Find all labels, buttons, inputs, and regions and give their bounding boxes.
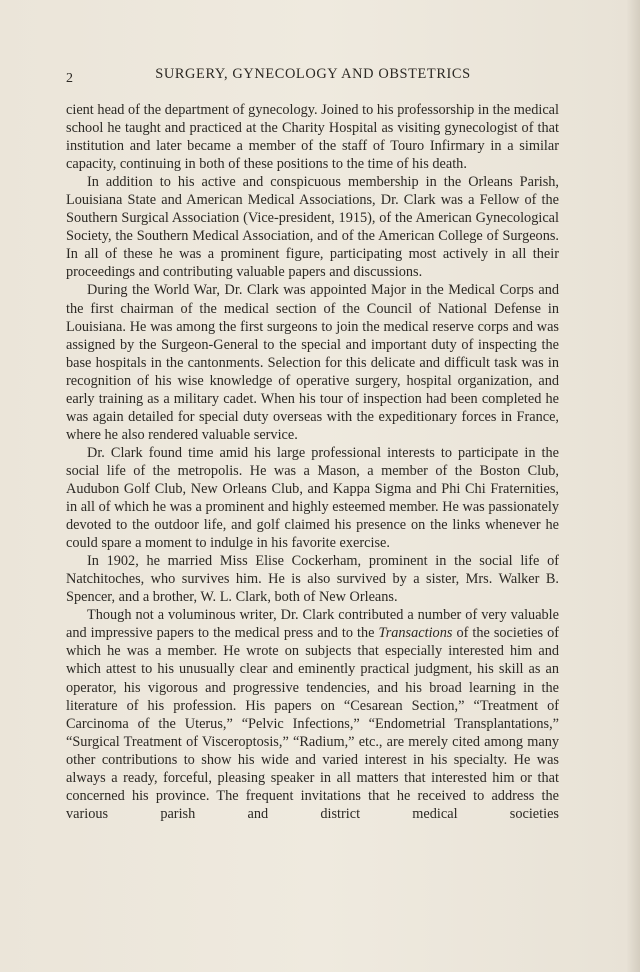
paragraph-3: During the World War, Dr. Clark was appointed Major in the Medical Corps and the first chairman of the medical section of the Council of National Defense in Louisiana. He was among the first surgeons to join the medical reserve corps and was assigned by the Surgeon-General to the special and important duty of inspecting the base hospitals in the cantonments. Selection for this delicate and difficult task was in recognition of his wise knowledge of operative surgery, hospital organization, and early training as a military cadet. When his tour of inspection had been completed he was again detailed for special duty overseas with the expeditionary forces in France, where he also rendered valuable service. (66, 282, 559, 443)
paragraph-6-text-end: of the societies of which he was a member. He wrote on subjects that especially interested him and which attest to his unusually clear and eminently practical judgment, his skill as an operator, his vigorous and progressive tendencies, and his broad learning in the literature of his profession. His papers on “Cesarean Section,” “Treatment of Carcinoma of the Uterus,” “Pelvic Infections,” “Endometrial Transplantations,” “Surgical Treatment of Visceroptosis,” “Radium,” etc., are merely cited among many other contributions to show his wide and varied interest in his specialty. He was always a ready, forceful, pleasing speaker in all matters that interested him or that concerned his province. The frequent invitations that he received to address the various parish and district medical societies (66, 625, 560, 822)
paragraph-6 (66, 606, 559, 823)
page-header (66, 66, 560, 88)
page-edge-shadow (626, 0, 640, 972)
paragraph-4: Dr. Clark found time amid his large professional interests to participate in the social life of the metropolis. He was a Mason, a member of the Boston Club, Audubon Golf Club, New Orleans Club, and Kappa Sigma and Phi Chi Fraternities, in all of which he was a prominent and highly esteemed member. He was passionately devoted to the outdoor life, and golf claimed his presence on the links whenever he could spare a moment to indulge in his favorite exercise. (66, 444, 559, 552)
paragraph-1: cient head of the department of gynecology. Joined to his professorship in the medical school he taught and practiced at the Charity Hospital as visiting gynecologist of that institution and later became a member of the staff of Touro Infirmary in a similar capacity, continuing in both of these positions to the time of his death. (66, 102, 559, 173)
transactions-title: Transactions (378, 625, 453, 642)
body-text (66, 101, 559, 823)
page-number: 2 (66, 71, 73, 86)
paragraph-5: In 1902, he married Miss Elise Cockerham, prominent in the social life of Natchitoches, who survives him. He is also survived by a sister, Mrs. Walker B. Spencer, and a brother, W. L. Clark, both of New Orleans. (66, 553, 559, 606)
paragraph-6-text-start: Though not a voluminous writer, Dr. Clark contributed a number of very valuable and impressive papers to the medical press and to the (66, 607, 559, 642)
running-head: SURGERY, GYNECOLOGY AND OBSTETRICS (155, 66, 471, 82)
paragraph-2: In addition to his active and conspicuous membership in the Orleans Parish, Louisiana State and American Medical Associations, Dr. Clark was a Fellow of the Southern Surgical Association (Vice-president, 1915), of the American Gynecological Society, the Southern Medical Association, and of the American College of Surgeons. In all of these he was a prominent figure, participating most actively in all their proceedings and contributing valuable papers and discussions. (66, 174, 559, 281)
